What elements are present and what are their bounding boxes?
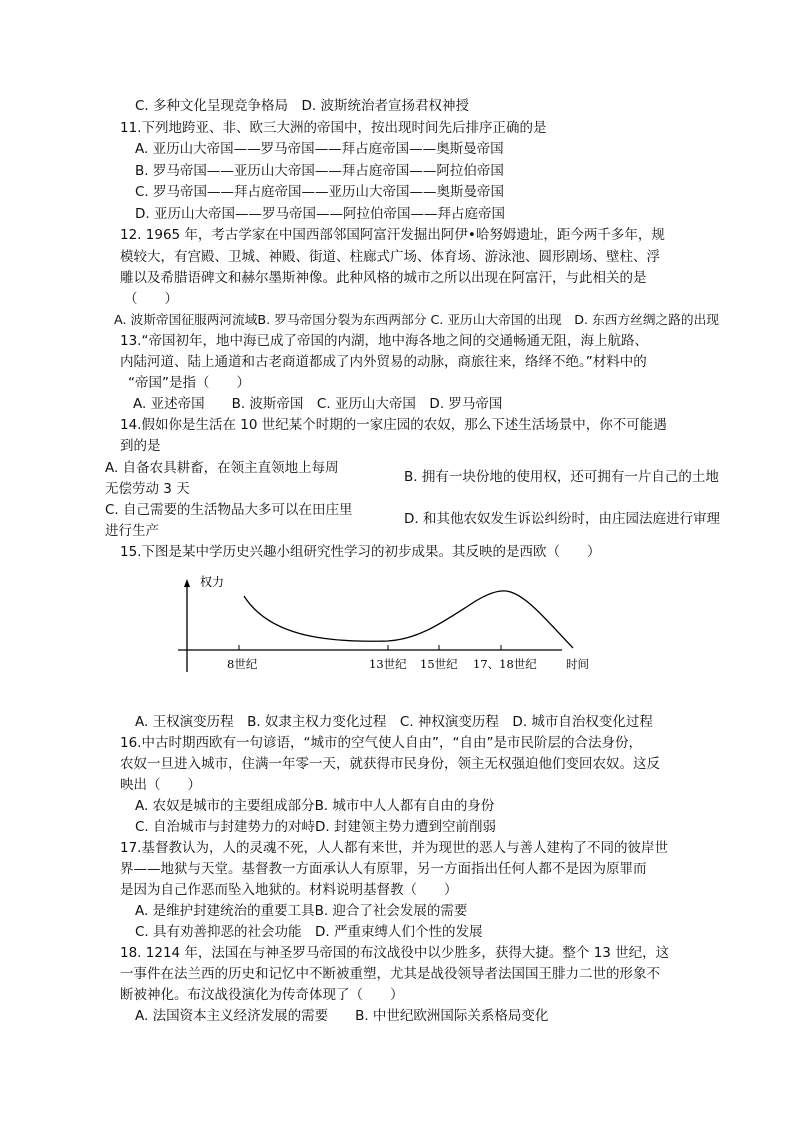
q14-option-d: D. 和其他农奴发生诉讼纠纷时，由庄园法庭进行审理 bbox=[404, 511, 720, 527]
q16-options-ab: A. 农奴是城市的主要组成部分B. 城市中人人都有自由的身份 bbox=[135, 798, 495, 814]
q17-line-1: 17.基督教认为，人的灵魂不死，人人都有来世，并为现世的恶人与善人建构了不同的彼岸世 bbox=[120, 840, 668, 856]
q13-line-1: 13.“帝国初年，地中海已成了帝国的内湖，地中海各地之间的交通畅通无阻，海上航路、 bbox=[120, 333, 648, 349]
q13-line-2: 内陆河道、陆上通道和古老商道都成了内外贸易的动脉，商旅往来，络绎不绝。”材料中的 bbox=[120, 354, 647, 370]
power-curve-chart bbox=[150, 566, 610, 678]
q16-line-1: 16.中古时期西欧有一句谚语，“城市的空气使人自由”，“自由”是市民阶层的合法身份， bbox=[120, 735, 642, 751]
q12-line-2: 模较大，有宫殿、卫城、神殿、街道、柱廊式广场、体育场、游泳池、圆形剧场、壁柱、浮 bbox=[120, 249, 660, 265]
q12-line-4: （ ） bbox=[124, 291, 178, 307]
tick-label-8c: 8世纪 bbox=[227, 657, 258, 671]
q17-options-ab: A. 是维护封建统治的重要工具B. 迎合了社会发展的需要 bbox=[135, 903, 468, 919]
q14-option-b: B. 拥有一块份地的使用权，还可拥有一片自己的土地 bbox=[404, 469, 719, 485]
q17-options-cd: C. 具有劝善抑恶的社会功能 D. 严重束缚人们个性的发展 bbox=[135, 924, 483, 940]
q17-line-2: 界——地狱与天堂。基督教一方面承认人有原罪，另一方面指出任何人都不是因为原罪而 bbox=[120, 861, 647, 877]
q12-line-3: 雕以及希腊语碑文和赫尔墨斯神像。此种风格的城市之所以出现在阿富汗，与此相关的是 bbox=[120, 270, 647, 286]
q18-line-2: 一事件在法兰西的历史和记忆中不断被重塑，尤其是战役领导者法国国王腓力二世的形象不 bbox=[120, 966, 660, 982]
q11-option-d: D. 亚历山大帝国——罗马帝国——阿拉伯帝国——拜占庭帝国 bbox=[135, 206, 505, 222]
chart-y-label: 权力 bbox=[200, 575, 225, 589]
q15-options: A. 王权演变历程 B. 奴隶主权力变化过程 C. 神权演变历程 D. 城市自治权变化过程 bbox=[135, 714, 653, 730]
q11-option-b: B. 罗马帝国——亚历山大帝国——拜占庭帝国——阿拉伯帝国 bbox=[135, 163, 504, 179]
power-curve-line bbox=[244, 591, 573, 648]
q14-option-a-line-2: 无偿劳动 3 天 bbox=[105, 481, 190, 497]
tick-label-15c: 15世纪 bbox=[420, 657, 458, 671]
q14-option-c-line-1: C. 自己需要的生活物品大多可以在田庄里 bbox=[105, 502, 353, 518]
q18-line-1: 18. 1214 年，法国在与神圣罗马帝国的布汶战役中以少胜多，获得大捷。整个 13 世纪，这 bbox=[120, 945, 670, 961]
q14-line-1: 14.假如你是生活在 10 世纪某个时期的一家庄园的农奴，那么下述生活场景中，你不可能遇 bbox=[120, 417, 667, 433]
q14-option-c-line-2: 进行生产 bbox=[105, 523, 159, 539]
q13-line-3: “帝国”是指（ ） bbox=[128, 375, 250, 391]
q18-options-ab: A. 法国资本主义经济发展的需要 B. 中世纪欧洲国际关系格局变化 bbox=[135, 1008, 549, 1024]
q11-option-c: C. 罗马帝国——拜占庭帝国——亚历山大帝国——奥斯曼帝国 bbox=[135, 184, 505, 200]
tick-label-13c: 13世纪 bbox=[369, 657, 407, 671]
q14-line-2: 到的是 bbox=[120, 438, 161, 454]
chart-x-label: 时间 bbox=[566, 657, 589, 671]
q11-stem: 11.下列地跨亚、非、欧三大洲的帝国中，按出现时间先后排序正确的是 bbox=[120, 120, 547, 136]
q12-options: A. 波斯帝国征服两河流域B. 罗马帝国分裂为东西两部分 C. 亚历山大帝国的出现 D. 东西方丝绸之路的出现 bbox=[114, 312, 719, 327]
q15-stem: 15.下图是某中学历史兴趣小组研究性学习的初步成果。其反映的是西欧（ ） bbox=[120, 544, 601, 560]
q12-line-1: 12. 1965 年，考古学家在中国西部邻国阿富汗发掘出阿伊•哈努姆遗址，距今两千多年，规 bbox=[120, 227, 665, 243]
q17-line-3: 是因为自己作恶而坠入地狱的。材料说明基督教（ ） bbox=[120, 882, 458, 898]
q13-options: A. 亚述帝国 B. 波斯帝国 C. 亚历山大帝国 D. 罗马帝国 bbox=[133, 396, 503, 412]
q16-line-3: 映出（ ） bbox=[120, 777, 201, 793]
tick-label-17c-18c: 17、18世纪 bbox=[473, 657, 537, 671]
q18-line-3: 断被神化。布汶战役演化为传奇体现了（ ） bbox=[120, 987, 404, 1003]
q10-options-cd: C. 多种文化呈现竞争格局 D. 波斯统治者宣扬君权神授 bbox=[135, 98, 469, 114]
q16-options-cd: C. 自治城市与封建势力的对峙D. 封建领主势力遭到空前削弱 bbox=[135, 819, 496, 835]
chart-y-axis-arrow bbox=[184, 579, 190, 587]
q16-line-2: 农奴一旦进入城市，住满一年零一天，就获得市民身份，领主无权强迫他们变回农奴。这反 bbox=[120, 756, 660, 772]
q14-option-a-line-1: A. 自备农具耕畜，在领主直领地上每周 bbox=[105, 460, 339, 476]
q11-option-a: A. 亚历山大帝国——罗马帝国——拜占庭帝国——奥斯曼帝国 bbox=[135, 141, 504, 157]
